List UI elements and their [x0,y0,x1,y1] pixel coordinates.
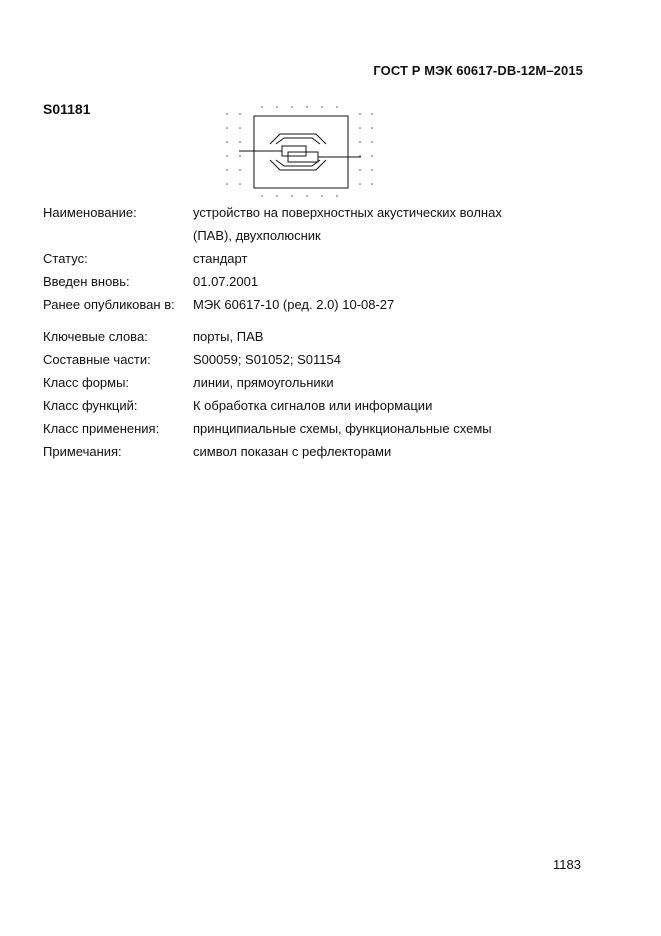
field-value: символ показан с рефлекторами [193,444,392,459]
field-value: устройство на поверхностных акустических волнах [193,205,502,220]
document-header: ГОСТ Р МЭК 60617-DB-12M–2015 [373,63,583,78]
symbol-code: S01181 [43,101,91,117]
field-value: стандарт [193,251,248,266]
field-value: порты, ПАВ [193,329,264,344]
field-label: Класс применения: [43,421,160,436]
symbol-strokes [239,116,361,188]
field-label: Примечания: [43,444,122,459]
field-label: Ранее опубликован в: [43,297,175,312]
field-label: Класс формы: [43,375,130,390]
field-label: Наименование: [43,205,137,220]
field-value: линии, прямоугольники [193,375,334,390]
field-value: 01.07.2001 [193,274,259,289]
field-label: Введен вновь: [43,274,130,289]
field-value: (ПАВ), двухполюсник [193,228,321,243]
page-number: 1183 [553,857,581,872]
field-value: принципиальные схемы, функциональные схемы [193,421,492,436]
field-label: Ключевые слова: [43,329,148,344]
saw-two-port-reflector-icon [222,104,382,200]
field-label: Статус: [43,251,88,266]
field-value: МЭК 60617-10 (ред. 2.0) 10-08-27 [193,297,395,312]
field-value: К обработка сигналов или информации [193,398,433,413]
field-label: Составные части: [43,352,151,367]
field-label: Класс функций: [43,398,138,413]
field-value: S00059; S01052; S01154 [193,352,341,367]
